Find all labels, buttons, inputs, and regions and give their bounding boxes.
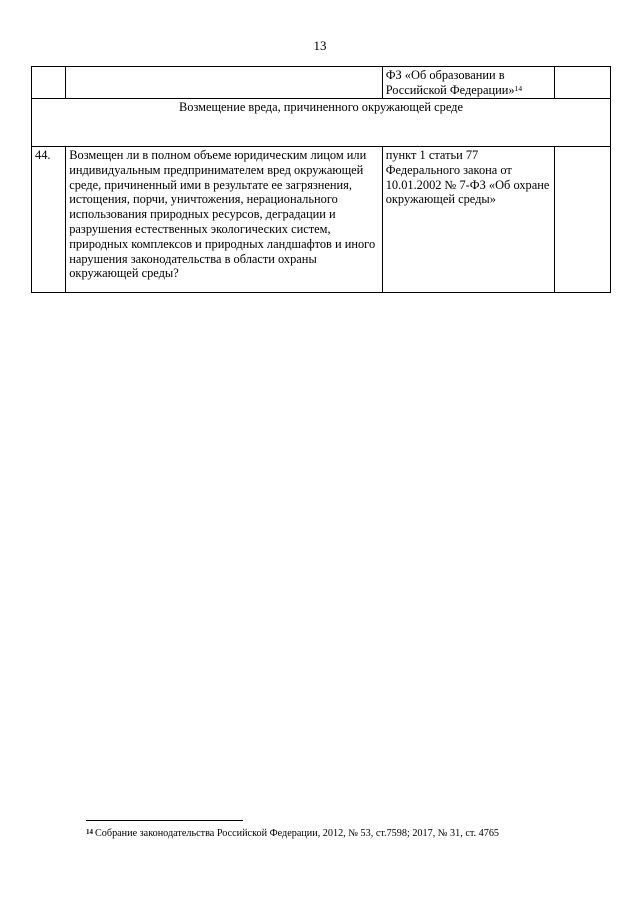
section-title: Возмещение вреда, причиненного окружающей среде	[32, 99, 611, 147]
footnote-reference: 14	[514, 83, 523, 93]
footnote-number: 14	[86, 828, 93, 836]
table-row	[32, 147, 611, 293]
footnote-separator	[86, 820, 243, 821]
law-reference-cell: пункт 1 статьи 77 Федерального закона от 10.01.2002 № 7-ФЗ «Об охране окружающей среды»	[382, 147, 554, 293]
row-number-cell: 44.	[32, 147, 66, 293]
answer-cell	[554, 147, 610, 293]
table-row-continuation	[32, 67, 611, 99]
answer-cell	[554, 67, 610, 99]
law-reference-text: ФЗ «Об образовании в Российской Федерации»	[385, 68, 515, 97]
law-reference-cell	[382, 67, 554, 99]
checklist-table	[31, 66, 611, 293]
footnote-text: Собрание законодательства Российской Федерации, 2012, № 53, ст.7598; 2017, № 31, ст. 4765	[95, 828, 500, 839]
row-number-cell	[32, 67, 66, 99]
page-number: 13	[313, 38, 327, 53]
question-cell: Возмещен ли в полном объеме юридическим лицом или индивидуальным предпринимателем вред окружающей среде, причиненный ими в результате ее загрязнения, истощения, порчи, уничтожения, нерационального использования природных ресурсов, деградации и разрушения естественных экологических систем, природных комплексов и природных ландшафтов и иного нарушения законодательства в области охраны окружающей среды?	[66, 147, 382, 293]
footnote	[86, 828, 606, 840]
question-cell	[66, 67, 382, 99]
table-section-header-row	[32, 99, 611, 147]
